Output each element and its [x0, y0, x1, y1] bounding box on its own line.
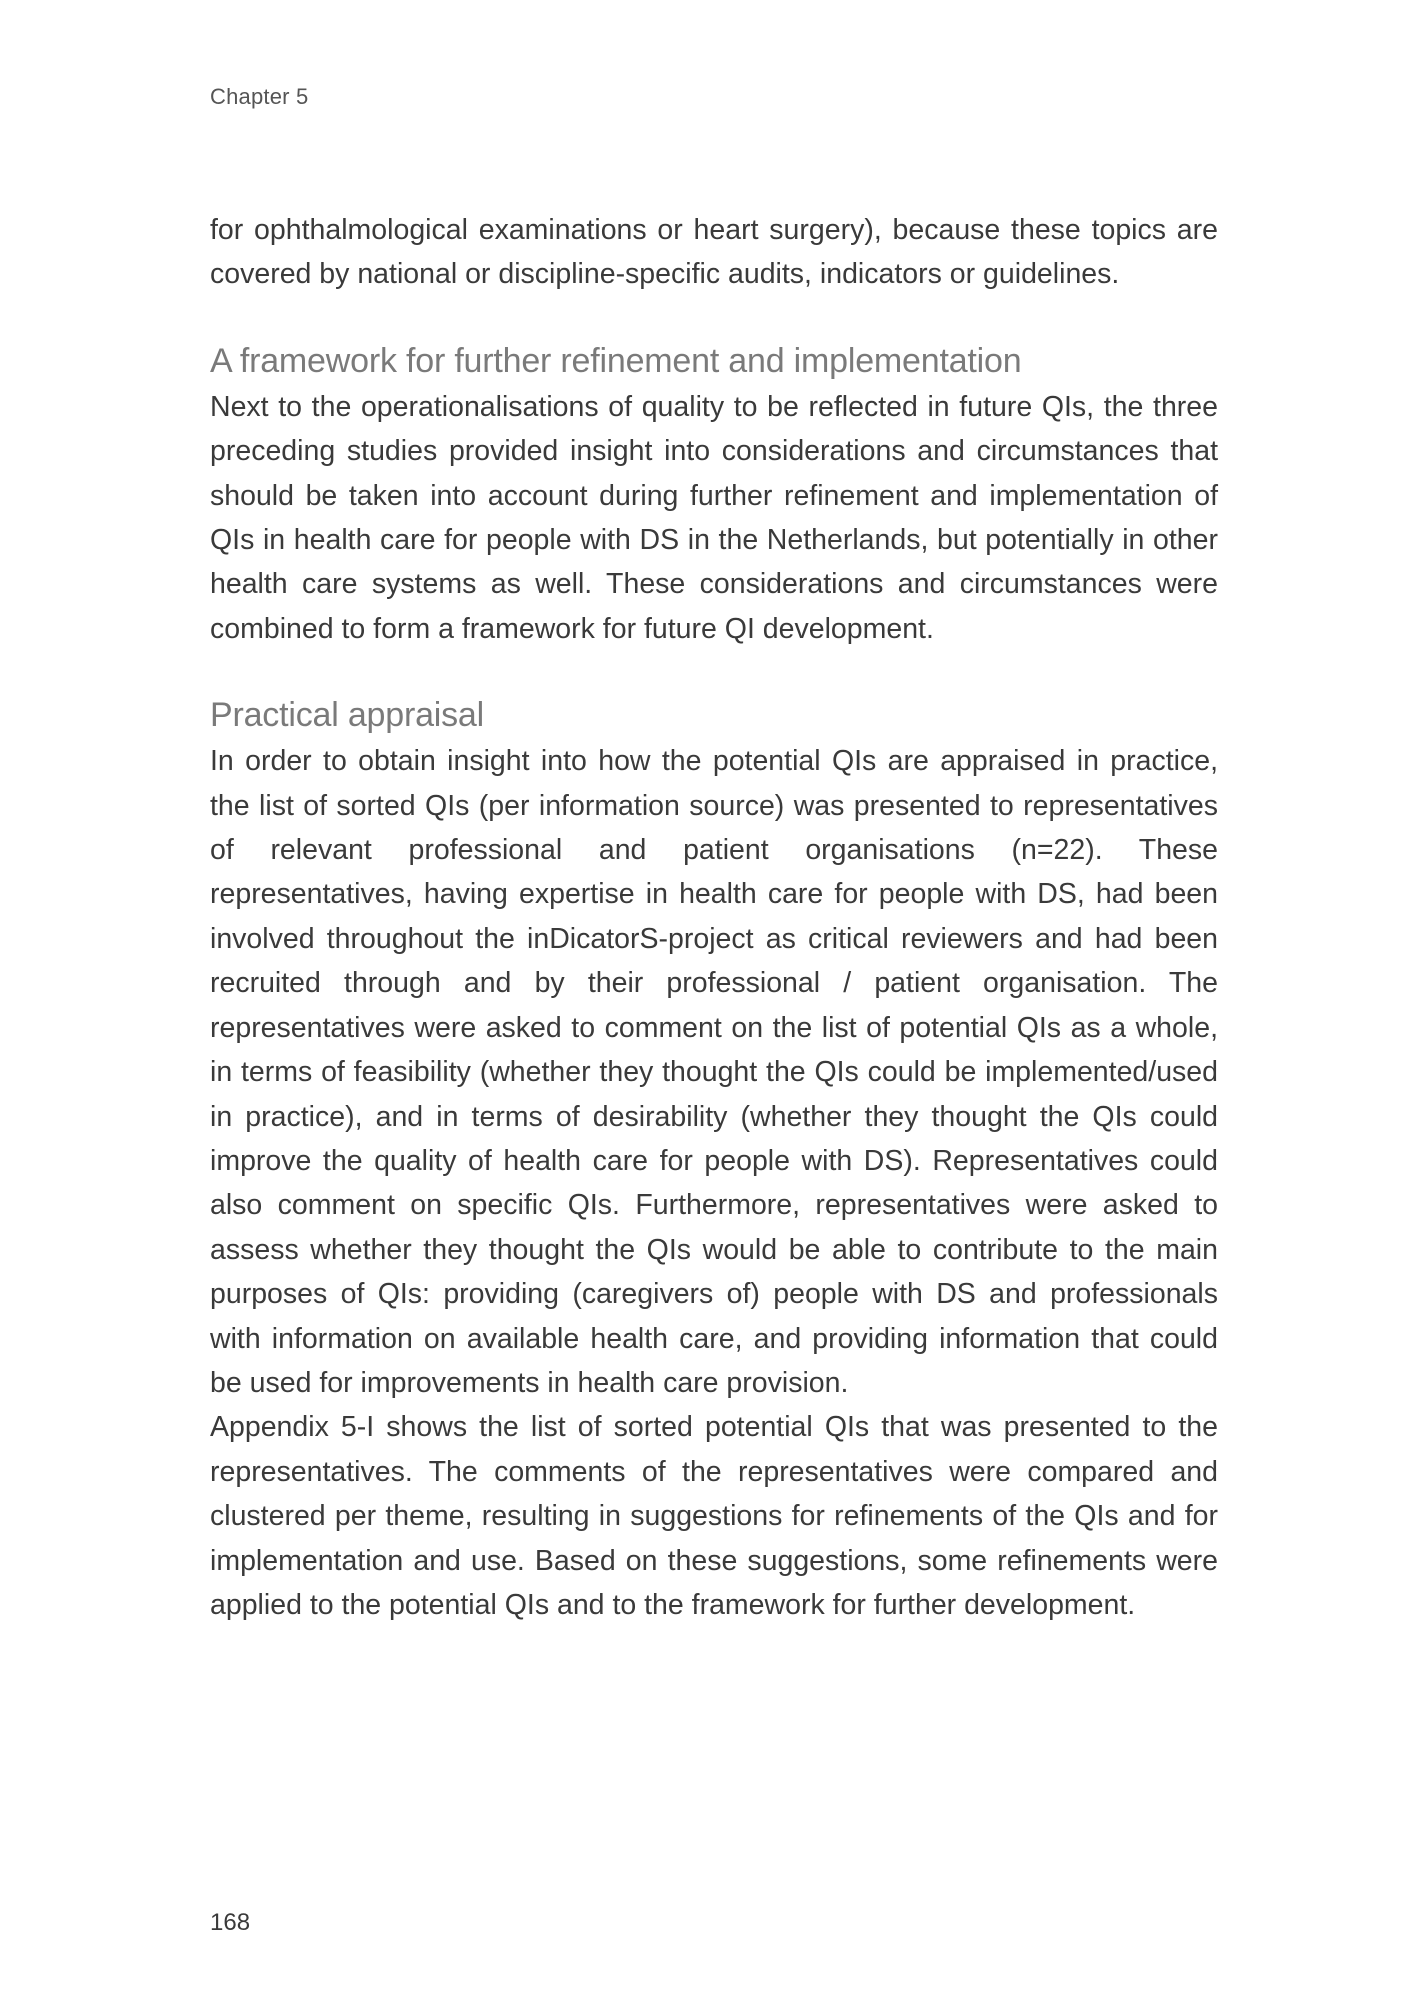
page-number: 168 [210, 1909, 251, 1936]
appraisal-paragraph-1: In order to obtain insight into how the potential QIs are appraised in practice, the list of sorted QIs (per information source) was presented to representatives of relevant professional and patient organisations (n=22). These representatives, having expertise in health care for people with DS, had been involved throughout the inDicatorS-project as critical reviewers and had been recruited through and by their professional / patient organisation. The representatives were asked to comment on the list of potential QIs as a whole, in terms of feasibility (whether they thought the QIs could be implemented/used in practice), and in terms of desirability (whether they thought the QIs could improve the quality of health care for people with DS). Representatives could also comment on specific QIs. Furthermore, representatives were asked to assess whether they thought the QIs would be able to contribute to the main purposes of QIs: providing (caregivers of) people with DS and professionals with information on available health care, and providing information that could be used for improvements in health care provision. [210, 745, 1218, 1399]
section-heading-appraisal: Practical appraisal [210, 696, 484, 735]
appraisal-paragraph-2: Appendix 5-I shows the list of sorted potential QIs that was presented to the representatives. The comments of the representatives were compared and clustered per theme, resulting in suggestions for refinements of the QIs and for implementation and use. Based on these suggestions, some refinements were applied to the potential QIs and to the framework for further development. [210, 1411, 1218, 1621]
framework-paragraph: Next to the operationalisations of quality to be reflected in future QIs, the three preceding studies provided insight into considerations and circumstances that should be taken into account during further refinement and implementation of QIs in health care for people with DS in the Netherlands, but potentially in other health care systems as well. These considerations and circumstances were combined to form a framework for future QI development. [210, 390, 1218, 645]
running-header: Chapter 5 [210, 84, 309, 109]
section-heading-framework: A framework for further refinement and implementation [210, 341, 1022, 380]
body-text [210, 208, 1218, 1627]
intro-paragraph: for ophthalmological examinations or heart surgery), because these topics are covered by national or discipline-specific audits, indicators or guidelines. [210, 214, 1218, 291]
